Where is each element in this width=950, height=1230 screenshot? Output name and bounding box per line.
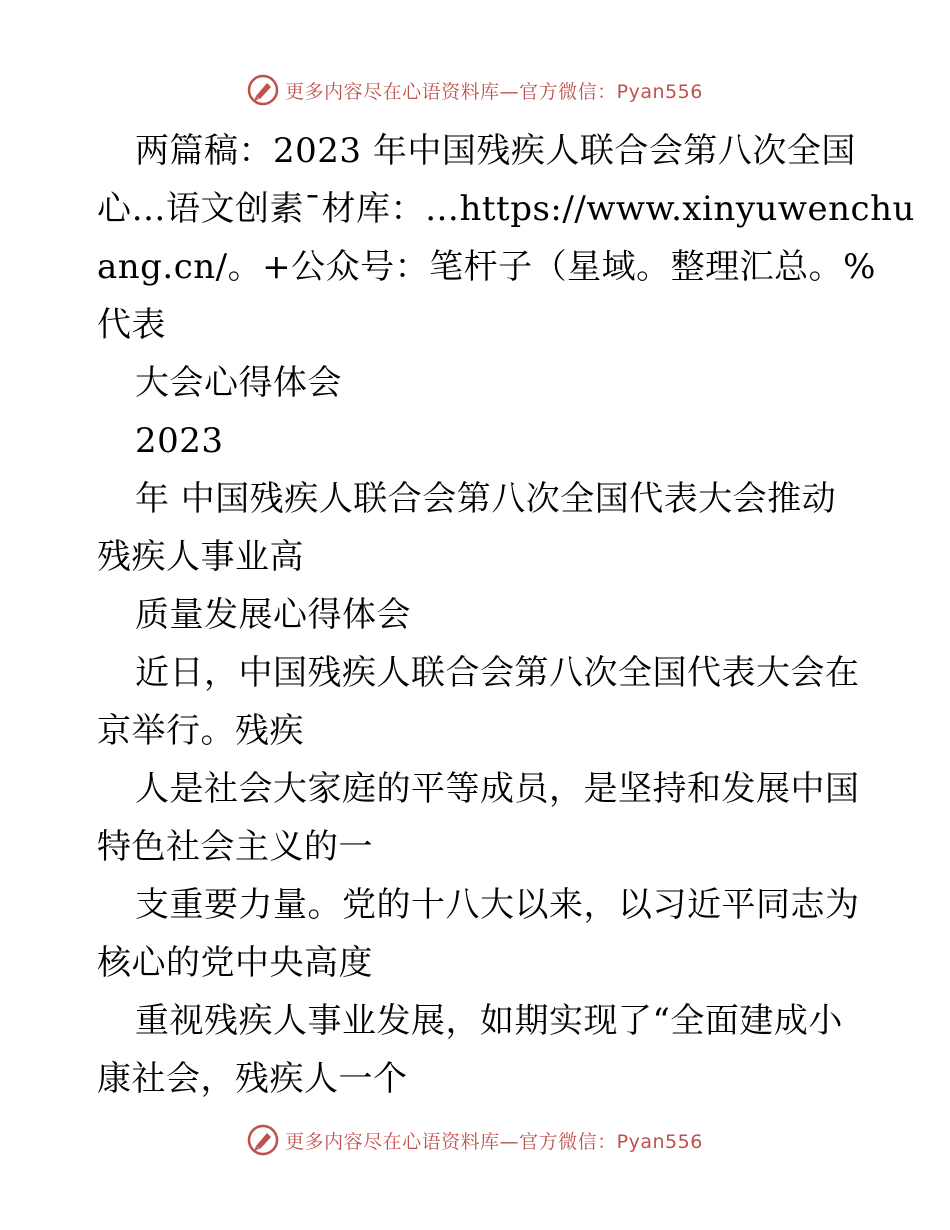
body-line: 人是社会大家庭的平等成员，是坚持和发展中国: [135, 769, 860, 809]
document-body: [97, 122, 915, 1108]
body-line: 残疾人事业高: [97, 537, 304, 577]
footer-banner-text: 更多内容尽在心语资料库—官方微信：Pyan556: [285, 1130, 703, 1153]
body-line: 年 中国残疾人联合会第八次全国代表大会推动: [135, 479, 837, 519]
body-line: 重视残疾人事业发展，如期实现了“全面建成小: [135, 1001, 843, 1041]
pen-logo-icon: [247, 74, 279, 106]
body-line: 支重要力量。党的十八大以来，以习近平同志为: [135, 885, 860, 925]
pen-logo-icon: [247, 1124, 279, 1156]
body-line: 两篇稿：2023 年中国残疾人联合会第八次全国: [135, 131, 856, 171]
body-line: 康社会，残疾人一个: [97, 1059, 408, 1099]
body-line: 大会心得体会: [135, 363, 342, 403]
body-line: ang.cn/。+公众号：笔杆子（星域。整理汇总。%: [97, 247, 876, 287]
header-banner-text: 更多内容尽在心语资料库—官方微信：Pyan556: [285, 80, 703, 103]
body-line: 京举行。残疾: [97, 711, 304, 751]
body-line: 近日，中国残疾人联合会第八次全国代表大会在: [135, 653, 860, 693]
body-line: 代表: [97, 305, 166, 345]
header-banner: [0, 70, 950, 110]
body-line: 特色社会主义的一: [97, 827, 373, 867]
body-line: 心…语文创素¯材库：…https://www.xinyuwenchu: [97, 189, 915, 229]
body-line: 质量发展心得体会: [135, 595, 411, 635]
footer-banner: [0, 1120, 950, 1160]
body-line: 核心的党中央高度: [97, 943, 373, 983]
body-line: 2023: [135, 421, 224, 461]
